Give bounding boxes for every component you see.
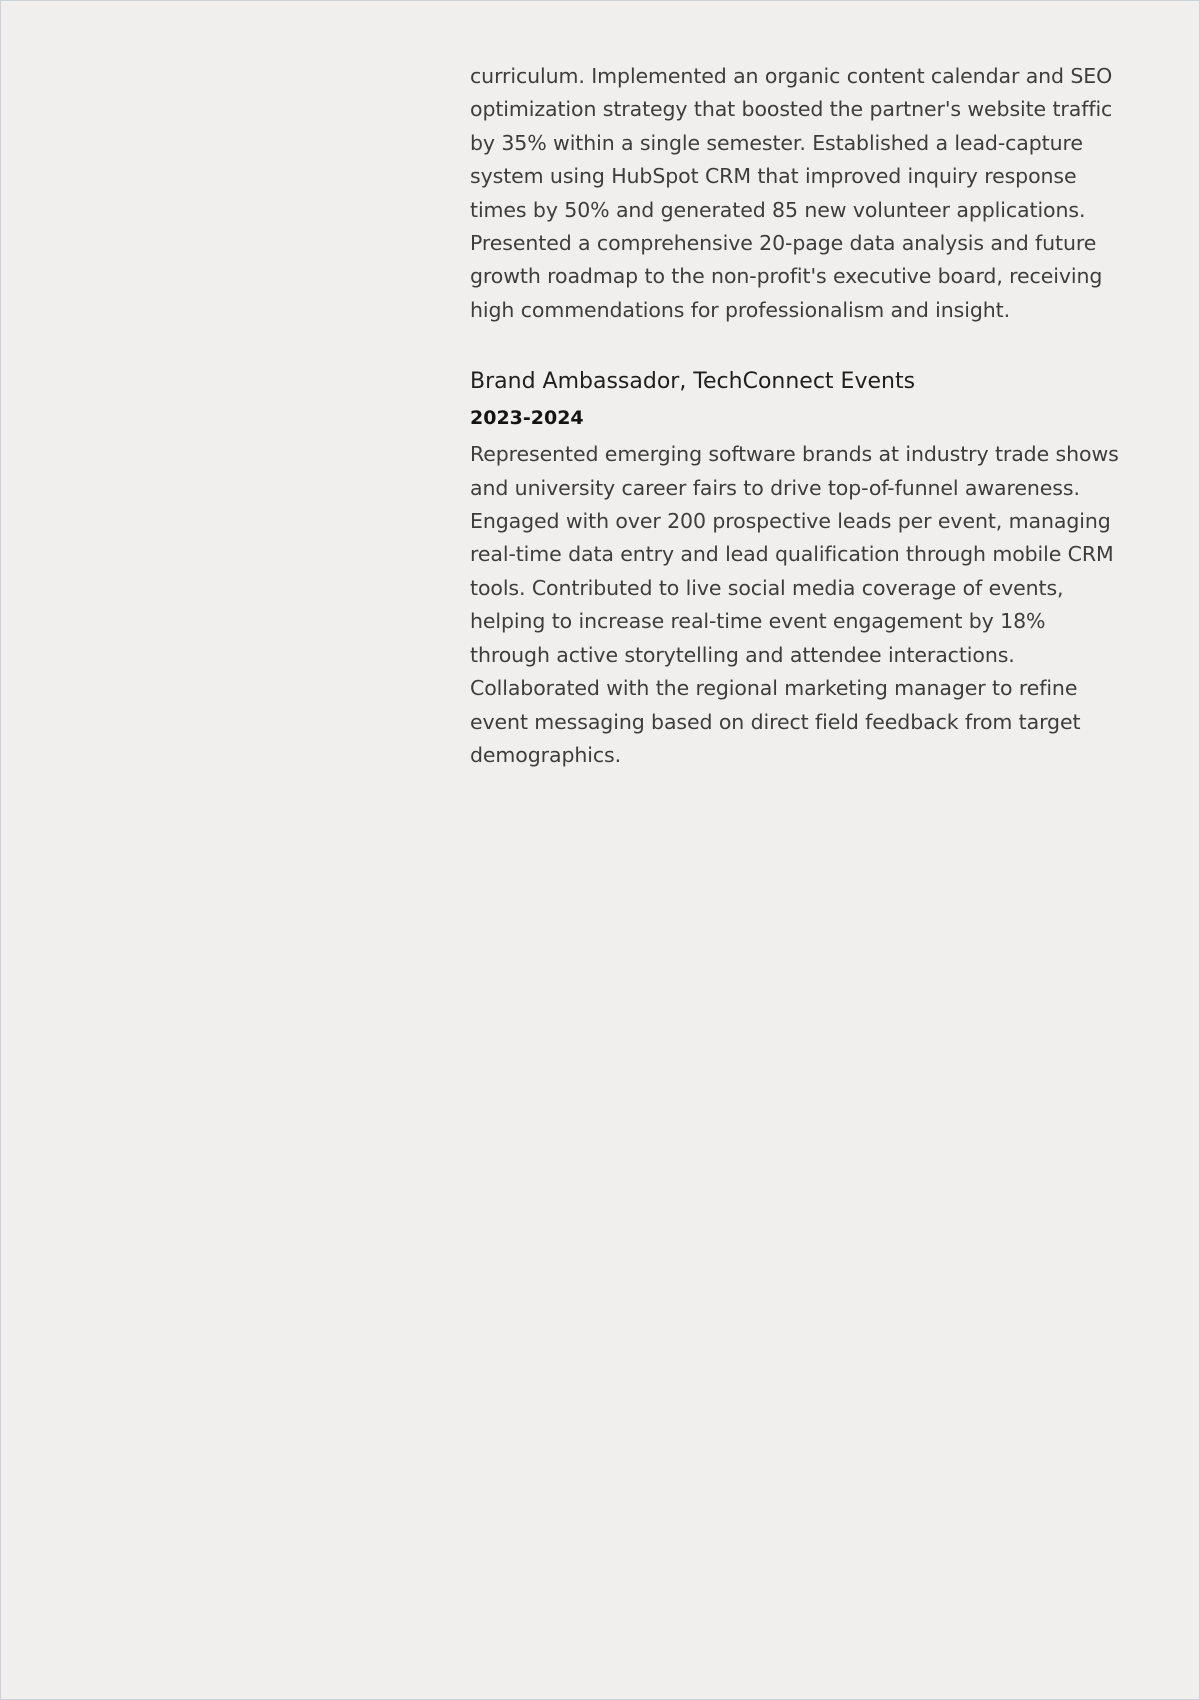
- job-description: Represented emerging software brands at industry trade shows and university career fairs to drive top-of-funnel awareness. Engaged with over 200 prospective leads per event, managing real-time data entry and lead qualification through mobile CRM tools. Contributed to live social media coverage of events, helping to increase real-time event engagement by 18% through active storytelling and attendee interactions. Collaborated with the regional marketing manager to refine event messaging based on direct field feedback from target demographics.: [470, 442, 1119, 767]
- continued-entry-description: curriculum. Implemented an organic content calendar and SEO optimization strategy that boosted the partner's website traffic by 35% within a single semester. Established a lead-capture system using HubSpot CRM that improved inquiry response times by 50% and generated 85 new volunteer applications. Presented a comprehensive 20-page data analysis and future growth roadmap to the non-profit's executive board, receiving high commendations for professionalism and insight.: [470, 64, 1113, 322]
- job-dates: 2023-2024: [470, 407, 584, 430]
- experience-entry: [470, 365, 1130, 772]
- job-title: Brand Ambassador, TechConnect Events: [470, 369, 916, 395]
- experience-column: [470, 60, 1130, 772]
